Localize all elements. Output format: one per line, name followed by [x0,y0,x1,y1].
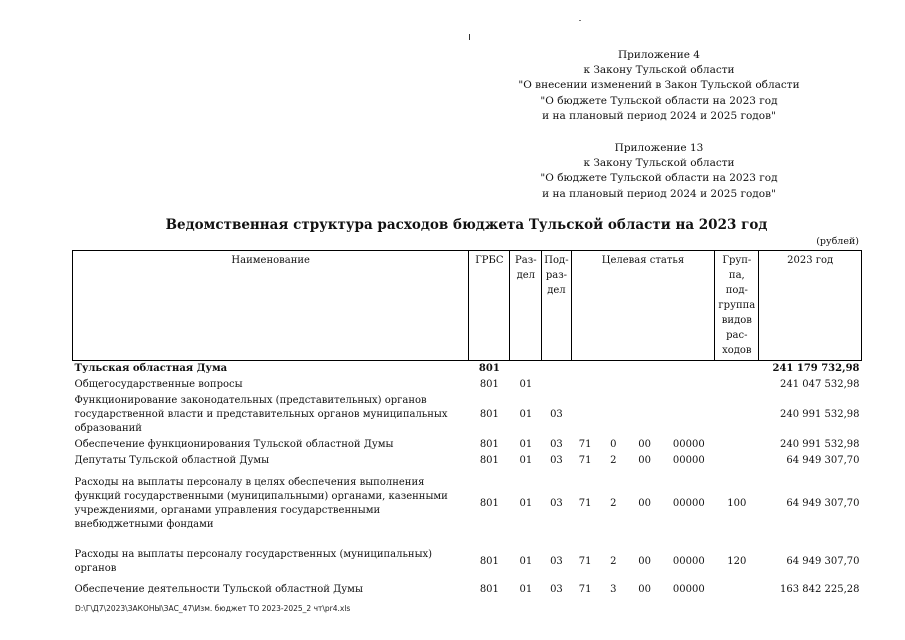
row-amount: 240 991 532,98 [779,439,860,450]
row-podrazdel: 03 [550,556,563,567]
row-target-article: 71 2 00 00000 [578,556,705,567]
row-amount: 64 949 307,70 [786,498,860,509]
row-name: Общегосударственные вопросы [74,379,243,390]
header-grbs: ГРБС [469,251,510,361]
row-grbs: 801 [479,584,499,595]
row-expense-group [715,361,759,378]
table-row-spacer [73,533,862,547]
appendix-line: Приложение 13 [614,142,704,154]
row-razdel: 01 [519,409,533,420]
row-expense-group [715,453,759,469]
appendix-line: к Закону Тульской области [583,64,735,77]
row-expense-group [715,437,759,453]
row-target-article: 71 0 00 00000 [578,439,705,450]
table-row [73,377,862,393]
row-name: Тульская областная Дума [74,363,228,374]
table-row [73,361,862,378]
row-amount: 240 991 532,98 [779,409,860,420]
row-amount: 64 949 307,70 [786,455,860,466]
file-path-footer: D:\Г\Д7\2023\ЗАКОНЫ\ЗАС_47\Изм. бюджет ТО 2023-2025_2 чт\pr4.xls [75,604,351,613]
row-razdel [510,361,542,378]
row-target-article: 71 2 00 00000 [578,455,705,466]
row-expense-group [715,377,759,393]
scan-mark [469,34,470,40]
appendix-line: "О внесении изменений в Закон Тульской области [518,79,800,92]
header-razdel: Раз- дел [510,251,542,361]
row-expense-group [715,393,759,437]
row-expense-group: 120 [727,556,747,567]
appendix-line: Приложение 4 [618,49,700,61]
table-row [73,582,862,598]
header-year-2023: 2023 год [759,251,862,361]
header-expense-group: Груп- па, под- группа видов рас- ходов [715,251,759,361]
header-podrazdel: Под- раз- дел [542,251,571,361]
row-target-article [571,377,715,393]
row-name: Обеспечение деятельности Тульской областной Думы [74,584,363,595]
scan-dot [579,20,581,21]
row-amount: 241 047 532,98 [779,379,860,390]
row-grbs: 801 [479,455,499,466]
table-row [73,453,862,469]
row-grbs: 801 [479,379,499,390]
appendix-line: "О бюджете Тульской области на 2023 год [540,172,778,185]
units-label: (рублей) [816,236,859,247]
header-name: Наименование [73,251,469,361]
header-target-article: Целевая статья [571,251,715,361]
row-amount: 163 842 225,28 [779,584,860,595]
table-row [73,475,862,533]
row-grbs: 801 [479,556,499,567]
document-title: Ведомственная структура расходов бюджета Тульской области на 2023 год [165,217,768,233]
row-podrazdel [542,361,571,378]
row-podrazdel: 03 [550,409,563,420]
row-expense-group: 100 [727,498,747,509]
row-podrazdel: 03 [550,584,563,595]
appendix-13-header [499,141,819,202]
table-row [73,437,862,453]
row-name: Депутаты Тульской областной Думы [74,455,270,466]
row-razdel: 01 [519,498,533,509]
row-podrazdel: 03 [550,498,563,509]
row-target-article: 71 3 00 00000 [578,584,705,595]
row-name: Обеспечение функционирования Тульской областной Думы [74,439,394,450]
row-razdel: 01 [519,455,533,466]
row-grbs: 801 [478,363,500,374]
budget-table [72,250,862,598]
appendix-line: к Закону Тульской области [583,157,735,170]
row-name: Расходы на выплаты персоналу в целях обеспечения выполнения функций государственными (муниципальными) органами, казенными учреждениями, органами управления государственными внебюджетными фондами [74,477,448,530]
row-razdel: 01 [519,439,533,450]
table-row [73,547,862,577]
row-target-article: 71 2 00 00000 [578,498,705,509]
row-amount: 64 949 307,70 [786,556,860,567]
row-razdel: 01 [519,584,533,595]
row-expense-group [715,582,759,598]
row-razdel: 01 [519,379,533,390]
row-target-article [571,393,715,437]
row-podrazdel: 03 [550,439,563,450]
row-amount: 241 179 732,98 [772,363,860,374]
row-podrazdel [542,377,571,393]
appendix-4-header [499,48,819,124]
row-grbs: 801 [479,439,499,450]
row-grbs: 801 [479,409,499,420]
table-row [73,393,862,437]
row-name: Расходы на выплаты персоналу государственных (муниципальных) органов [74,549,433,574]
row-name: Функционирование законодательных (представительных) органов государственной власти и представительных органов муниципальных образований [74,395,448,434]
row-razdel: 01 [519,556,533,567]
row-podrazdel: 03 [550,455,563,466]
appendix-line: "О бюджете Тульской области на 2023 год [540,94,778,107]
table-header-row [73,251,862,361]
row-grbs: 801 [479,498,499,509]
appendix-line: и на плановый период 2024 и 2025 годов" [542,187,776,200]
row-target-article [571,361,715,378]
appendix-line: и на плановый период 2024 и 2025 годов" [542,109,776,122]
